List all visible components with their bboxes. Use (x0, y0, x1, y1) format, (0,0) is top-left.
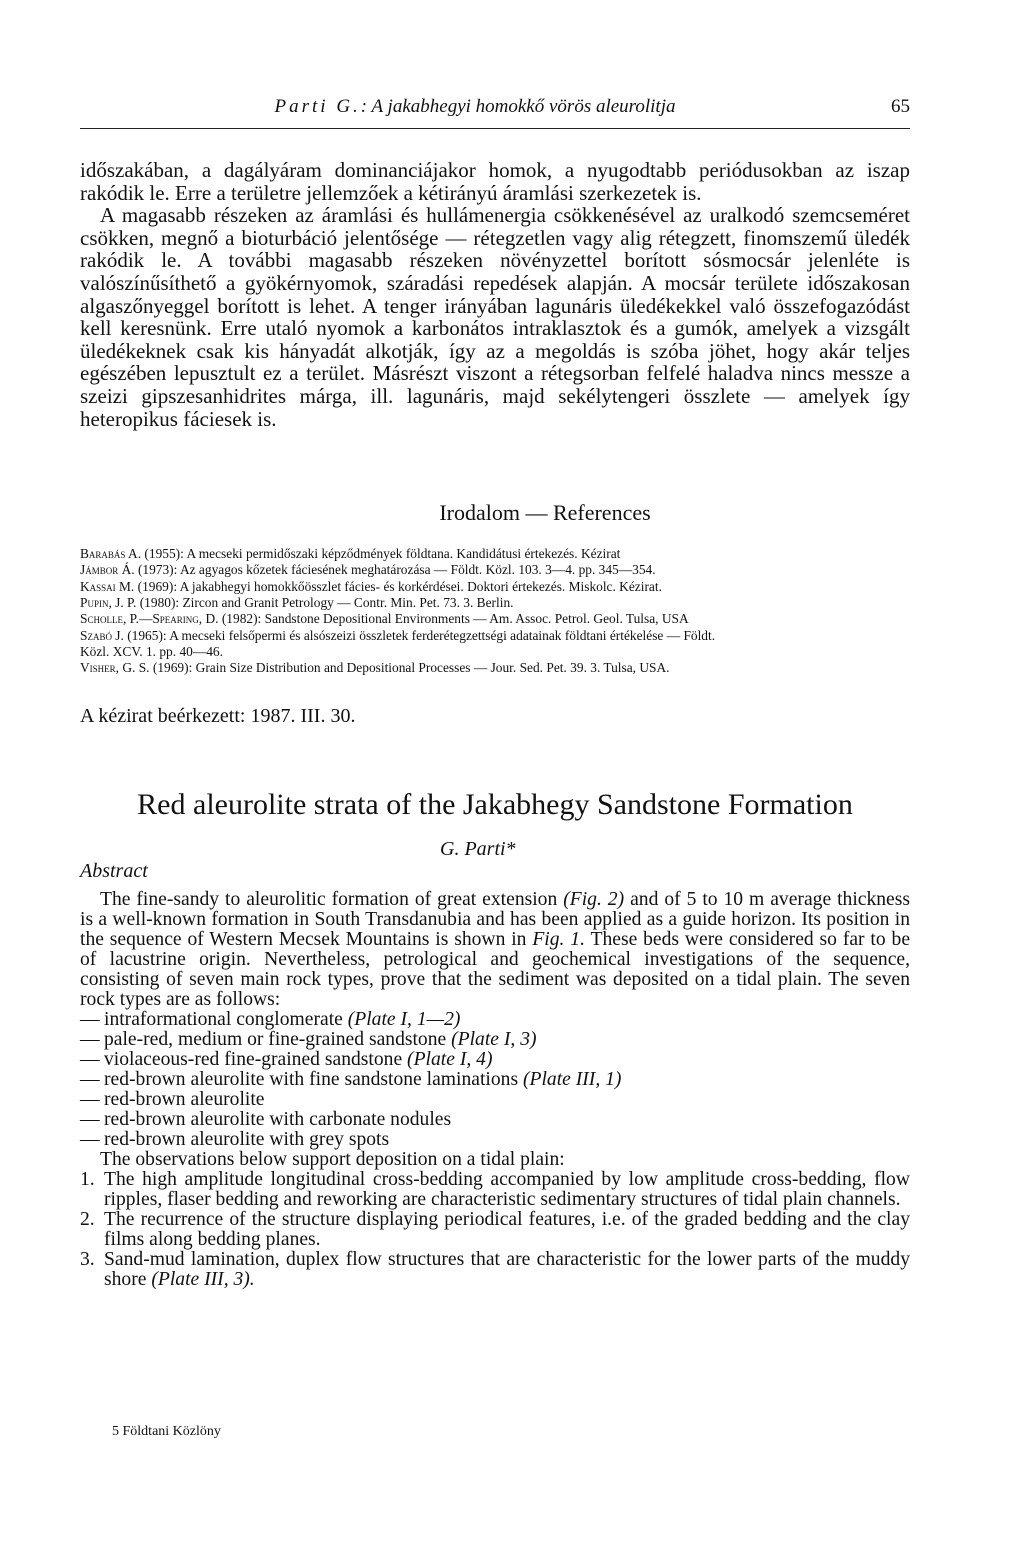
reference-item (80, 611, 910, 627)
rock-type-item (80, 1010, 910, 1030)
observation-number: 3. (80, 1248, 95, 1270)
figure-ref: Fig. 1. (532, 928, 585, 950)
running-title-text: : A jakabhegyi homokkő vörös aleurolitja (360, 96, 676, 117)
observations-intro: The observations below support deposition on a tidal plain: (100, 1148, 565, 1170)
reference-author: Szabó J. (80, 627, 124, 643)
running-head (80, 96, 910, 126)
reference-item (80, 562, 910, 578)
abstract-text: and of 5 to 10 m average thickness is a well-known formation in South Transdanubia and has been applied as a guide horizon. Its position in the sequence of Western Mecsek Mountains is shown in (80, 888, 911, 950)
reference-list (80, 546, 910, 676)
english-title: Red aleurolite strata of the Jakabhegy Sandstone Formation (137, 787, 853, 821)
reference-author: Barabás A. (80, 546, 142, 562)
rock-type-item (80, 1090, 910, 1110)
reference-item (80, 660, 910, 676)
abstract-text: These beds were considered so far to be of lacustrine origin. Nevertheless, petrological and geochemical investigations of the sequence, consisting of seven main rock types, prove that the sediment was deposited on a tidal plain. The seven rock types are as follows: (80, 928, 911, 1010)
references-title: Irodalom — References (439, 500, 651, 526)
reference-continuation (80, 644, 910, 660)
rock-type-list (80, 1010, 910, 1150)
figure-ref: (Fig. 2) (563, 888, 625, 910)
observation-text: The high amplitude longitudinal cross-bedding accompanied by low amplitude cross-bedding, flow ripples, flaser bedding and reworking are characteristic sedimentary structures of tidal plain channels. (104, 1168, 910, 1210)
author-row (80, 832, 910, 890)
reference-item (80, 628, 910, 644)
reference-author: Pupin, J. P. (80, 595, 137, 611)
observation-item (80, 1250, 910, 1290)
hu-paragraph-1: időszakában, a dagályáram dominanciájakor homok, a nyugodtabb periódusokban az iszap rakódik le. Erre a területre jellemzőek a kétirányú áramlási szerkezetek is. (80, 158, 910, 205)
reference-text: (1965): A mecseki felsőpermi és alsószeizi összletek ferderétegzettségi adatainak földtani értékelése — Földt. (123, 627, 716, 643)
journal-footer: 5 Földtani Közlöny (112, 1424, 221, 1439)
rock-type-text: red-brown aleurolite with fine sandstone laminations (104, 1068, 523, 1090)
plate-ref: (Plate I, 1—2) (347, 1008, 461, 1030)
english-author: G. Parti* (440, 837, 516, 860)
hungarian-body (80, 159, 910, 430)
reference-author: Jámbor Á. (80, 562, 135, 578)
plate-ref: (Plate I, 4) (407, 1048, 493, 1070)
reference-item (80, 595, 910, 611)
abstract-intro (80, 890, 910, 1010)
observation-number: 2. (80, 1208, 95, 1230)
reference-author: Kassai M. (80, 578, 135, 594)
running-author: Parti G. (274, 96, 361, 117)
rock-type-item (80, 1110, 910, 1130)
reference-author: Visher, G. S. (80, 660, 150, 676)
reference-author: Scholle, P.—Spearing, D. (80, 611, 219, 627)
rock-type-text: red-brown aleurolite (104, 1088, 265, 1110)
rock-type-item (80, 1050, 910, 1070)
observation-number: 1. (80, 1168, 95, 1190)
rock-type-text: red-brown aleurolite with carbonate nodules (104, 1108, 452, 1130)
plate-ref: (Plate I, 3) (451, 1028, 537, 1050)
manuscript-received: A kézirat beérkezett: 1987. III. 30. (80, 704, 356, 727)
rock-type-item (80, 1030, 910, 1050)
rock-type-text: pale-red, medium or fine-grained sandstone (104, 1028, 452, 1050)
plate-ref: (Plate III, 3). (151, 1268, 255, 1290)
header-rule (80, 128, 910, 129)
reference-text: (1982): Sandstone Depositional Environments — Am. Assoc. Petrol. Geol. Tulsa, USA (218, 611, 689, 627)
rock-type-item (80, 1130, 910, 1150)
hu-paragraph-2: A magasabb részeken az áramlási és hullámenergia csökkenésével az uralkodó szemcseméret csökken, megnő a bioturbáció jelentősége — rétegzetlen vagy alig rétegzett, finomszemű üledék rakódik le. A további magasabb részeken növényzettel borított sósmocsár jelenléte is valószínűsíthető a gyökérnyomok, száradási repedések alapján. A mocsár területe időszakosan algaszőnyeggel borított is lehet. A tenger irányában lagunáris üledékekkel való összefogazódást kell keresnünk. Erre utaló nyomok a karbonátos intraklasztok és a gumók, amelyek a vizsgált üledékeknek csak kis hányadát alkotják, így az a megoldás is szóba jöhet, hogy akár teljes egészében lepusztult ez a terület. Másrészt viszont a rétegsorban felfelé haladva nincs messze a szeizi gipszesanhidrites márga, ill. lagunáris, majd sekélytengeri összlete — amelyek így heteropikus fáciesek is. (80, 203, 910, 431)
rock-type-text: violaceous-red fine-grained sandstone (104, 1048, 408, 1070)
observation-item (80, 1170, 910, 1210)
reference-text: Közl. XCV. 1. pp. 40—46. (80, 643, 223, 659)
running-title (80, 96, 870, 118)
observation-text: The recurrence of the structure displaying periodical features, i.e. of the graded bedding and the clay films along bedding planes. (104, 1208, 910, 1250)
observation-text: Sand-mud lamination, duplex flow structures that are characteristic for the lower parts of the muddy shore (104, 1248, 910, 1290)
observation-list (80, 1170, 910, 1290)
page (80, 96, 910, 1290)
reference-text: (1969): Grain Size Distribution and Depositional Processes — Jour. Sed. Pet. 39. 3. Tulsa, USA. (149, 660, 670, 676)
abstract-label: Abstract (80, 859, 148, 882)
reference-item (80, 546, 910, 562)
reference-text: (1973): Az agyagos kőzetek fáciesének meghatározása — Földt. Közl. 103. 3—4. pp. 345—354. (134, 562, 656, 578)
reference-item (80, 579, 910, 595)
reference-text: (1969): A jakabhegyi homokkőösszlet fácies- és korkérdései. Doktori értekezés. Miskolc. Kézirat. (134, 578, 662, 594)
rock-type-text: red-brown aleurolite with grey spots (104, 1128, 390, 1150)
rock-type-text: intraformational conglomerate (104, 1008, 348, 1030)
abstract-text: The fine-sandy to aleurolitic formation of great extension (100, 888, 564, 910)
english-abstract (80, 890, 910, 1290)
page-number: 65 (891, 96, 910, 117)
plate-ref: (Plate III, 1) (522, 1068, 622, 1090)
observation-item (80, 1210, 910, 1250)
reference-text: (1955): A mecseki permidőszaki képződmények földtana. Kandidátusi értekezés. Kézirat (141, 546, 621, 562)
reference-text: (1980): Zircon and Granit Petrology — Contr. Min. Pet. 73. 3. Berlin. (136, 595, 514, 611)
rock-type-item (80, 1070, 910, 1090)
